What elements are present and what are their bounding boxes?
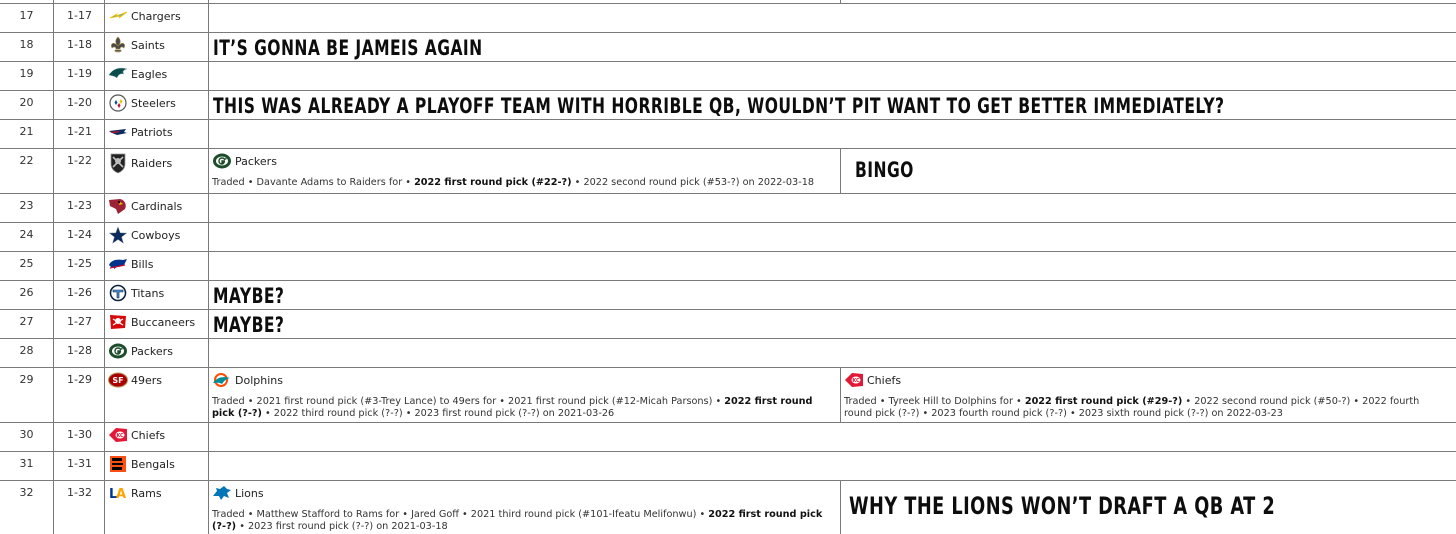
team-name: Saints [131,38,165,52]
table-row [0,149,1456,194]
round-pick: 1-24 [67,228,92,241]
trade-partner-team: Lions [235,486,264,500]
pick-number: 18 [19,38,34,51]
pick-number: 26 [19,286,34,299]
svg-text:SF: SF [112,376,124,385]
round-pick: 1-18 [67,38,92,51]
trade-partner-team: Dolphins [235,373,283,387]
pick-number: 22 [19,154,34,167]
round-pick: 1-28 [67,344,92,357]
raiders-shield-icon [108,152,128,174]
table-row [0,252,1456,281]
team-name: Packers [131,344,173,358]
table-row [0,481,1456,534]
table-row [0,368,1456,423]
buffalo-icon [108,255,128,273]
round-pick: 1-23 [67,199,92,212]
team-name: Eagles [131,67,168,81]
dolphin-icon [212,371,232,389]
round-pick: 1-27 [67,315,92,328]
round-pick: 1-25 [67,257,92,270]
chiefs-arrowhead-icon [844,371,864,389]
handwritten-annotation: THIS WAS ALREADY A PLAYOFF TEAM WITH HORRIBLE QB, WOULDN’T PIT WANT TO GET BETTER IMMEDIATELY? [213,94,1225,118]
eagle-head-icon [108,65,128,83]
team-name: Bills [131,257,154,271]
table-row [0,120,1456,149]
team-name: Patriots [131,125,173,139]
star-icon [108,226,128,244]
round-pick: 1-22 [67,154,92,167]
titans-t-icon [108,284,128,302]
round-pick: 1-26 [67,286,92,299]
pick-number: 25 [19,257,34,270]
table-row [0,339,1456,368]
pick-number: 17 [19,9,34,22]
round-pick: 1-20 [67,96,92,109]
chiefs-arrowhead-icon [108,426,128,444]
pick-number: 24 [19,228,34,241]
team-name: Steelers [131,96,176,110]
trade-detail: Traded • Davante Adams to Raiders for • 2022 first round pick (#22-?) • 2022 second round pick (#53-?) on 2022-03-18 [212,177,815,188]
pick-number: 27 [19,315,34,328]
steelers-hypocycloid-icon [108,94,128,112]
team-name: 49ers [131,373,163,387]
team-name: Buccaneers [131,315,196,329]
pick-number: 23 [19,199,34,212]
team-name: Cardinals [131,199,183,213]
svg-text:KC: KC [852,378,860,384]
round-pick: 1-21 [67,125,92,138]
pick-number: 30 [19,428,34,441]
handwritten-annotation: WHY THE LIONS WON’T DRAFT A QB AT 2 [849,492,1276,520]
bengals-b-icon [108,455,128,473]
pick-number: 21 [19,125,34,138]
team-name: Raiders [131,156,173,170]
trade-detail: Traded • Matthew Stafford to Rams for • Jared Goff • 2021 third round pick (#101-Ifeatu Melifonwu) • 2022 first round pick (?-?) • 2023 first round pick (?-?) on 2021-03-18 [212,509,823,532]
table-row [0,33,1456,62]
round-pick: 1-30 [67,428,92,441]
round-pick: 1-17 [67,9,92,22]
pick-number: 31 [19,457,34,470]
round-pick: 1-29 [67,373,92,386]
svg-text:KC: KC [116,433,124,439]
trade-detail: Traded • Tyreek Hill to Dolphins for • 2022 first round pick (#29-?) • 2022 second round pick (#50-?) • 2022 fourth round pick (?-?) • 2023 fourth round pick (?-?) • 2023 sixth round pick (?-?) on 2022-03-23 [844,396,1420,419]
table-row [0,91,1456,120]
pick-number: 19 [19,67,34,80]
svg-text:L: L [109,487,118,502]
round-pick: 1-32 [67,486,92,499]
cardinal-head-icon [108,197,128,215]
table-row [0,281,1456,310]
table-row [0,310,1456,339]
packers-g-icon [108,342,128,360]
svg-text:A: A [116,487,127,502]
round-pick: 1-19 [67,67,92,80]
pick-number: 29 [19,373,34,386]
team-name: Titans [131,286,165,300]
handwritten-annotation: MAYBE? [213,313,285,337]
trade-partner-team: Packers [235,154,277,168]
49ers-oval-icon [108,371,128,389]
handwritten-annotation: MAYBE? [213,284,285,308]
table-row [0,452,1456,481]
team-name: Cowboys [131,228,181,242]
lion-icon [212,484,232,502]
chargers-bolt-icon [108,7,128,25]
team-name: Bengals [131,457,175,471]
handwritten-annotation: IT’S GONNA BE JAMEIS AGAIN [213,36,483,60]
packers-g-icon [212,152,232,170]
pick-number: 20 [19,96,34,109]
team-name: Rams [131,486,162,500]
handwritten-annotation: BINGO [855,158,914,182]
trade-partner-team: Chiefs [867,373,902,387]
table-row [0,223,1456,252]
trade-detail: Traded • 2021 first round pick (#3-Trey Lance) to 49ers for • 2021 first round pick (#12-Micah Parsons) • 2022 first round pick (?-?) • 2022 third round pick (?-?) • 2023 first round pick (?-?) on 2021-03-26 [212,396,813,419]
patriots-flying-elvis-icon [108,123,128,141]
team-name: Chiefs [131,428,166,442]
pick-number: 28 [19,344,34,357]
buccaneers-flag-icon [108,313,128,331]
round-pick: 1-31 [67,457,92,470]
fleur-de-lis-icon [108,36,128,54]
table-row [0,423,1456,452]
table-row [0,194,1456,223]
team-name: Chargers [131,9,181,23]
pick-number: 32 [19,486,34,499]
table-row [0,62,1456,91]
rams-la-icon [108,484,128,502]
table-row [0,4,1456,33]
